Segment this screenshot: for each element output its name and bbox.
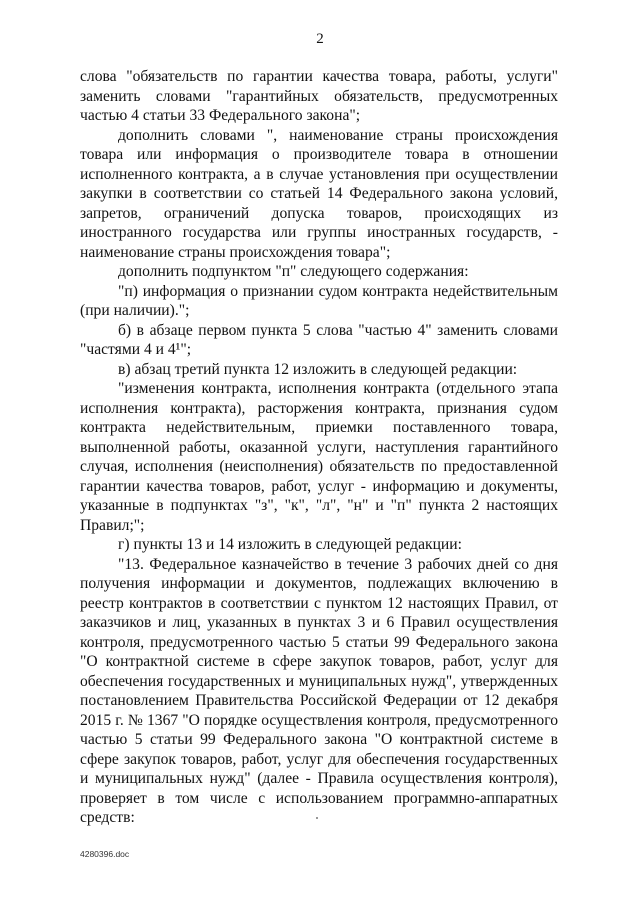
paragraph-2: дополнить словами ", наименование страны происхождения товара или информация о производителе товара в отношении исполненного контракта, а в случае установления при осуществлении закупки в соответствии со статьей 14 Федерального закона условий, запретов, ограничений допуска товаров, происходящих из иностранного государства или группы иностранных государств, - наименование страны происхождения товара"; [80,126,558,261]
paragraph-5: б) в абзаце первом пункта 5 слова "частью 4" заменить словами "частями 4 и 4¹"; [80,321,558,358]
document-body [80,67,558,828]
paragraph-4: "п) информация о признании судом контракта недействительным (при наличии)."; [80,282,558,319]
page-number: 2 [316,31,324,47]
paragraph-9: "13. Федеральное казначейство в течение 3 рабочих дней со дня получения информации и документов, подлежащих включению в реестр контрактов в соответствии с пунктом 12 настоящих Правил, от заказчиков и лиц, указанных в пунктах 3 и 6 Правил осуществления контроля, предусмотренного частью 5 статьи 99 Федерального закона "О контрактной системе в сфере закупок товаров, работ, услуг для обеспечения государственных и муниципальных нужд", утвержденных постановлением Правительства Российской Федерации от 12 декабря 2015 г. № 1367 "О порядке осуществления контроля, предусмотренного частью 5 статьи 99 Федерального закона "О контрактной системе в сфере закупок товаров, работ, услуг для обеспечения государственных и муниципальных нужд" (далее - Правила осуществления контроля), проверяет в том числе с использованием программно-аппаратных средств: [80,555,558,826]
paragraph-8: г) пункты 13 и 14 изложить в следующей редакции: [118,536,462,553]
paragraph-1: слова "обязательств по гарантии качества товара, работы, услуги" заменить словами "гарантийных обязательств, предусмотренных частью 4 статьи 33 Федерального закона"; [80,68,558,124]
paragraph-7: "изменения контракта, исполнения контракта (отдельного этапа исполнения контракта), расторжения контракта, признания судом контракта недействительным, приемки поставленного товара, выполненной работы, оказанной услуги, наступления гарантийного случая, исполнения (неисполнения) обязательств по предоставленной гарантии качества товаров, работ, услуг - информацию и документы, указанные в подпунктах "з", "к", "л", "н" и "п" пункта 2 настоящих Правил;"; [80,380,558,534]
paragraph-6: в) абзац третий пункта 12 изложить в следующей редакции: [118,360,518,378]
paragraph-3: дополнить подпунктом "п" следующего содержания: [118,263,469,280]
scan-dot [316,817,318,819]
footer-filename: 4280396.doc [80,849,130,859]
